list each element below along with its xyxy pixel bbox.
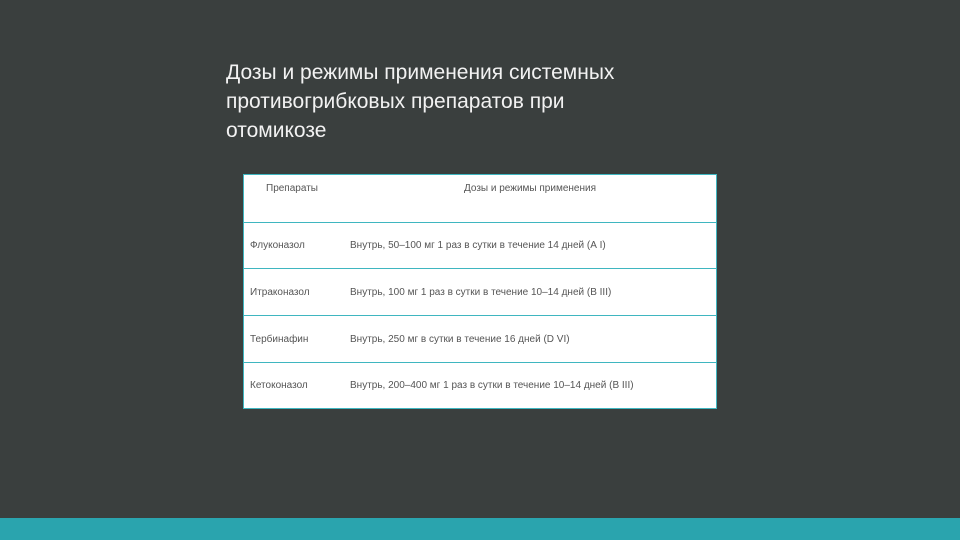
header-drugs: Препараты xyxy=(244,175,344,222)
table-row xyxy=(244,363,716,408)
dosage-table xyxy=(243,174,717,409)
drug-regimen: Внутрь, 100 мг 1 раз в сутки в течение 10–14 дней (В III) xyxy=(344,269,716,316)
drug-regimen: Внутрь, 200–400 мг 1 раз в сутки в течение 10–14 дней (В III) xyxy=(350,380,634,392)
dosage-table-grid xyxy=(244,175,716,408)
drug-name: Кетоконазол xyxy=(250,380,308,392)
bottom-accent-bar xyxy=(0,518,960,540)
drug-regimen: Внутрь, 50–100 мг 1 раз в сутки в течение 14 дней (А I) xyxy=(344,222,716,269)
drug-name: Итраконазол xyxy=(244,269,344,316)
drug-regimen: Внутрь, 250 мг в сутки в течение 16 дней (D VI) xyxy=(344,316,716,363)
table-row xyxy=(244,269,716,316)
header-regimen: Дозы и режимы применения xyxy=(344,175,716,222)
table-header-row xyxy=(244,175,716,222)
table-row xyxy=(244,316,716,363)
drug-name: Флуконазол xyxy=(244,222,344,269)
slide-title: Дозы и режимы применения системных противогрибковых препаратов при отомикозе xyxy=(226,61,615,142)
drug-name: Тербинафин xyxy=(244,316,344,363)
table-row xyxy=(244,222,716,269)
